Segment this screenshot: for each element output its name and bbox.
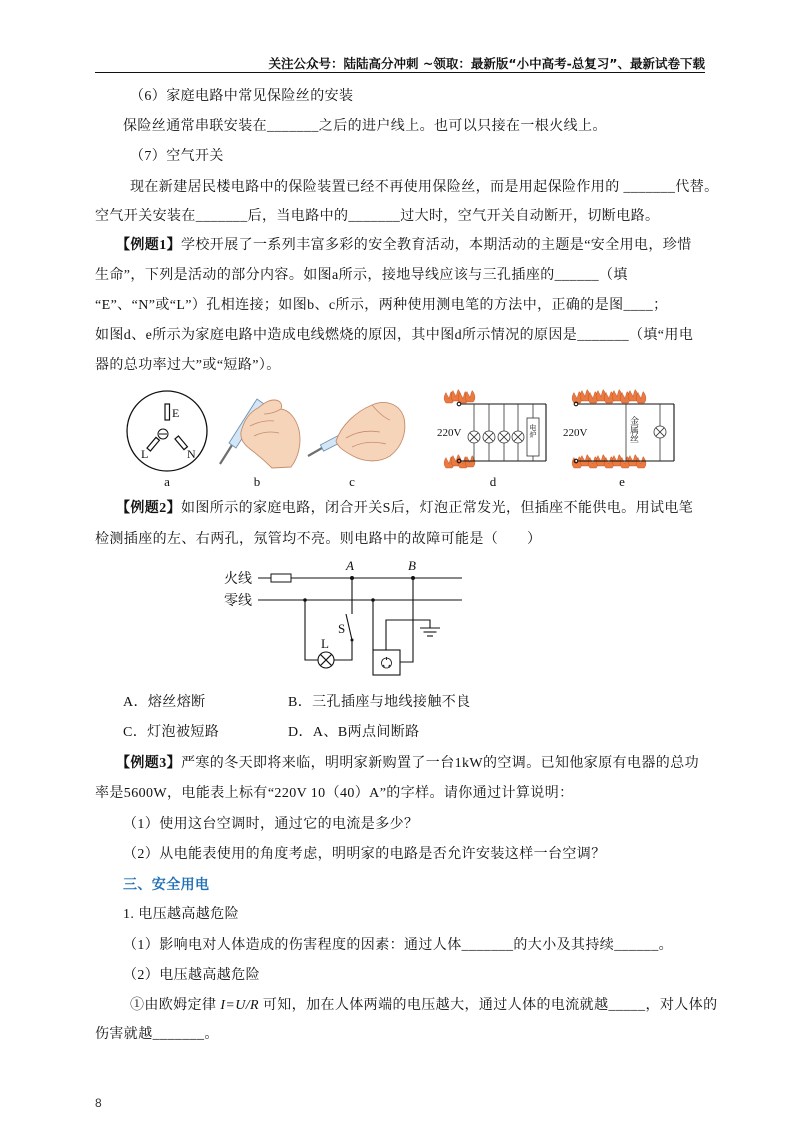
flame	[636, 392, 646, 404]
option-a: A．熔丝熔断	[123, 695, 206, 710]
page-number: 8	[95, 1096, 102, 1110]
safety-subheading-1: 1. 电压越高越危险	[123, 907, 239, 922]
socket-hole-e	[165, 404, 170, 420]
safety-item-3-pre: ①由欧姆定律	[130, 998, 221, 1013]
socket-label-n: N	[187, 447, 196, 461]
switch-s-label: S	[338, 621, 346, 636]
example2-circuit-diagram	[224, 558, 462, 675]
caption-d: d	[489, 474, 497, 489]
example1-line-3: “E”、“N”或“L”）孔相连接；如图b、c所示，两种使用测电笔的方法中，正确的是图____；	[95, 298, 668, 313]
switch-s-contact	[351, 639, 354, 642]
terminal	[457, 402, 461, 406]
lamp-l-label: L	[321, 636, 329, 651]
fuse-install-title: （6）家庭电路中常见保险丝的安装	[130, 89, 354, 104]
socket-hole-l	[147, 437, 159, 451]
caption-e: e	[619, 474, 625, 489]
example1-line-4: 如图d、e所示为家庭电路中造成电线燃烧的原因，其中图d所示情况的原因是_______（填“用电	[95, 328, 694, 343]
lamp-branch	[468, 404, 480, 461]
figure-a-socket	[127, 391, 207, 471]
junction-neutral-lamp	[303, 598, 307, 602]
lamp-branch	[498, 404, 510, 461]
socket-hole-n	[175, 436, 187, 450]
junction-neutral-socket	[371, 598, 375, 602]
flame	[465, 391, 475, 403]
example3-question-1: （1）使用这台空调时，通过它的电流是多少？	[123, 817, 419, 832]
e-metal-wire-label: 金属丝	[629, 416, 639, 443]
socket-label-e: E	[172, 406, 180, 420]
flame	[636, 457, 646, 469]
fuse-install-text: 保险丝通常串联安装在_______之后的进户线上。也可以只接在一根火线上。	[123, 119, 607, 134]
three-hole-socket	[373, 650, 400, 675]
lamp-l-filament	[320, 654, 331, 665]
example3-tag: 【例题3】	[116, 756, 181, 771]
lamp-branch	[483, 404, 495, 461]
caption-b: b	[253, 474, 261, 489]
example1-text: 学校开展了一系列丰富多彩的安全教育活动，本期活动的主题是“安全用电，珍惜	[181, 238, 692, 253]
air-switch-line-1: 现在新建居民楼电路中的保险装置已经不再使用保险丝，而是用起保险作用的 _______代替。	[130, 180, 719, 195]
example2-text: 如图所示的家庭电路，闭合开关S后，灯泡正常发光，但插座不能供电。用试电笔	[181, 501, 694, 516]
pen-tip	[220, 445, 232, 464]
example1-tag: 【例题1】	[116, 238, 181, 253]
caption-a: a	[164, 474, 170, 489]
switch-s-blade	[346, 614, 352, 640]
example1-line-2: 生命”，下列是活动的部分内容。如图a所示，接地导线应该与三孔插座的______（填	[95, 268, 628, 283]
neutral-wire-label: 零线	[224, 594, 252, 609]
figure-e-short-circuit	[563, 390, 674, 469]
air-switch-line-2: 空气开关安装在_______后，当电路中的_______过大时，空气开关自动断开，切断电路。	[95, 209, 660, 224]
figure-c-test-pen-use	[308, 403, 405, 461]
example3-line-2: 率是5600W，电能表上标有“220V 10（40）A”的字样。请你通过计算说明：	[95, 786, 574, 801]
example3-text: 严寒的冬天即将来临，明明家新购置了一台1kW的空调。已知他家原有电器的总功	[181, 756, 700, 771]
point-a-label: A	[346, 558, 354, 573]
lamp-branch	[654, 404, 666, 461]
example2-line-2: 检测插座的左、右两孔，氖管均不亮。则电路中的故障可能是（ ）	[95, 532, 542, 547]
figure-d-overload-circuit	[437, 390, 546, 469]
example1-line-5: 器的总功率过大”或“短路”）。	[95, 358, 281, 373]
ohms-law-formula: I=U/R	[220, 998, 259, 1013]
hand	[336, 403, 405, 461]
safety-item-3-continued: 伤害就越_______。	[95, 1027, 219, 1042]
e-voltage-label: 220V	[563, 427, 588, 439]
safety-item-3-post: 可知，加在人体两端的电压越大，通过人体的电流就越_____，对人体的	[258, 998, 718, 1013]
pen-tip	[308, 448, 322, 456]
d-appliance-label: 电炉	[529, 424, 537, 438]
section-heading-safety: 三、安全用电	[123, 878, 210, 893]
d-voltage-label: 220V	[437, 427, 462, 439]
terminal	[574, 402, 578, 406]
figure-b-test-pen-use	[220, 399, 300, 468]
safety-item-2: （2）电压越高越危险	[123, 968, 260, 983]
page-header: 关注公众号：陆陆高分冲刺 ~领取：最新版“小中高考-总复习”、最新试卷下载	[268, 56, 705, 71]
lamp-branch	[512, 404, 524, 461]
caption-c: c	[349, 474, 355, 489]
socket-ground-wire	[386, 620, 430, 650]
example2-tag: 【例题2】	[116, 501, 181, 516]
point-b-label: B	[408, 558, 416, 573]
air-switch-title: （7）空气开关	[130, 149, 224, 164]
fuse	[271, 574, 291, 582]
example3-question-2: （2）从电能表使用的角度考虑，明明家的电路是否允许安装这样一台空调？	[123, 847, 606, 862]
socket-label-l: L	[141, 447, 149, 461]
option-c: C．灯泡被短路	[123, 725, 220, 740]
option-b: B．三孔插座与地线接触不良	[288, 695, 471, 710]
ground-symbol	[420, 628, 440, 636]
option-d: D．A、B两点间断路	[288, 725, 420, 740]
safety-item-1: （1）影响电对人体造成的伤害程度的因素：通过人体_______的大小及其持续______。	[123, 938, 673, 953]
appliance-branch	[527, 404, 539, 461]
live-wire-label: 火线	[224, 572, 252, 587]
